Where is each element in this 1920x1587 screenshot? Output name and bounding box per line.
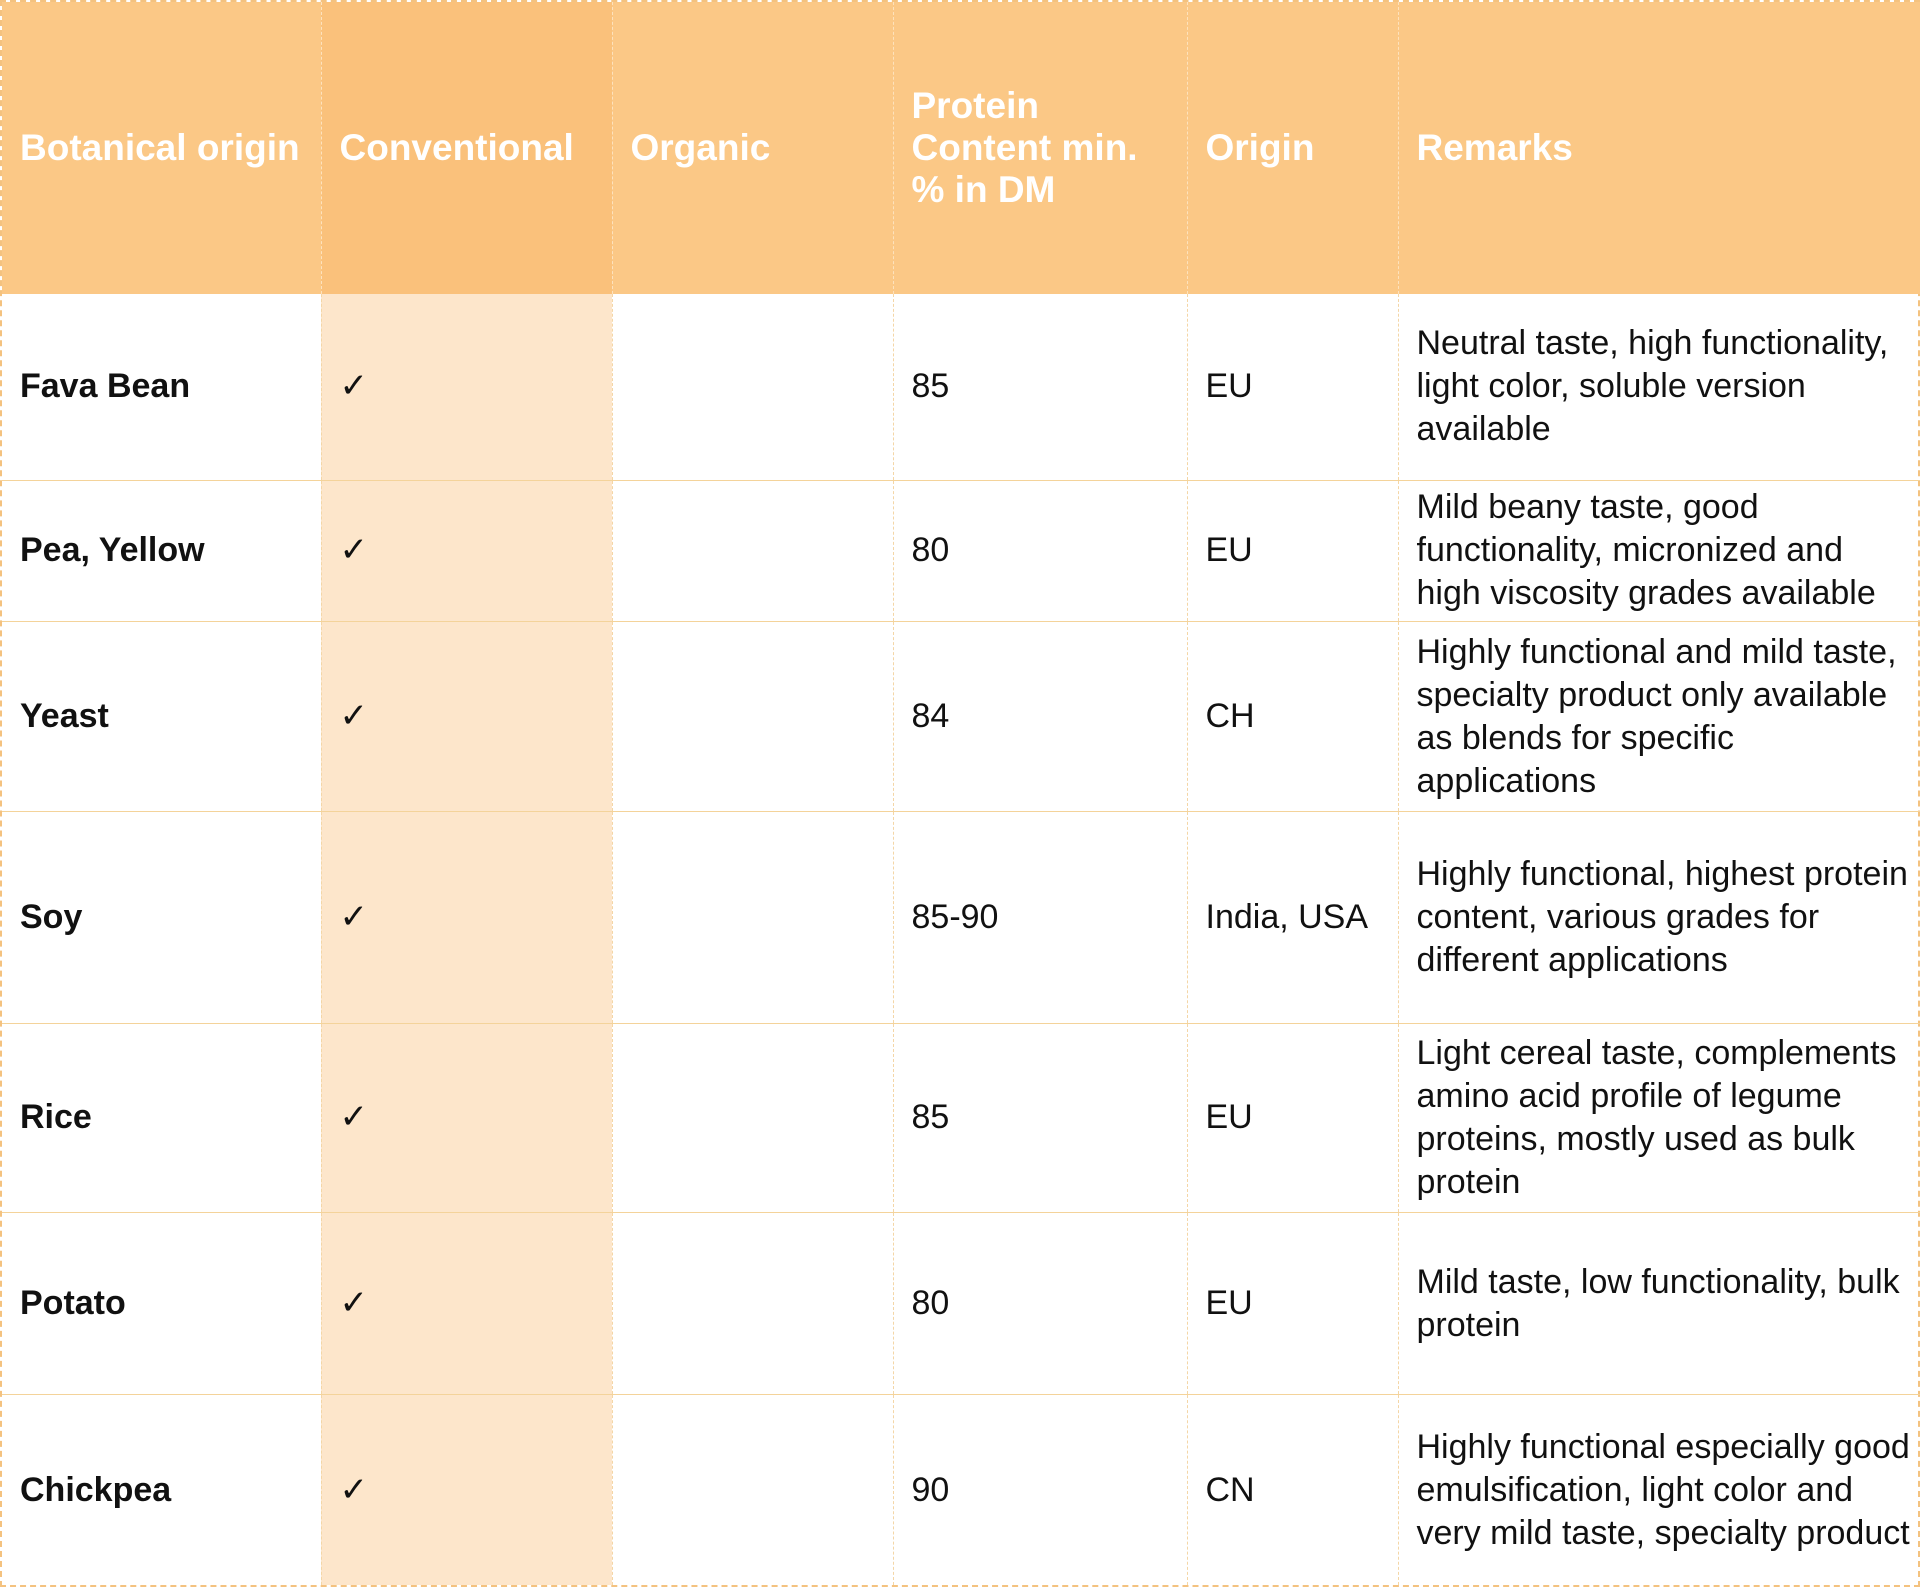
table-row (2, 1395, 1920, 1585)
cell-organic (612, 1023, 893, 1212)
cell-protein-content: 85 (893, 1023, 1187, 1212)
cell-botanical-origin: Potato (20, 1284, 126, 1323)
cell-protein-content: 84 (893, 622, 1187, 812)
cell-protein-content: 80 (893, 1212, 1187, 1394)
cell-botanical-origin: Fava Bean (20, 367, 191, 406)
header-remarks: Remarks (1398, 2, 1920, 294)
cell-protein-content: 90 (893, 1395, 1187, 1585)
table-row (2, 294, 1920, 480)
checkmark-icon: ✓ (339, 1469, 368, 1510)
cell-origin: CH (1187, 622, 1398, 812)
header-organic: Organic (612, 2, 893, 294)
cell-organic (612, 294, 893, 480)
cell-remarks: Light cereal taste, complements amino acid profile of legume proteins, mostly used as bulk protein (1398, 1023, 1920, 1212)
cell-remarks: Mild taste, low functionality, bulk protein (1398, 1212, 1920, 1394)
cell-botanical-origin: Rice (20, 1098, 92, 1137)
cell-conventional (321, 622, 612, 812)
checkmark-icon: ✓ (339, 530, 368, 571)
cell-protein-content: 85-90 (893, 812, 1187, 1023)
cell-organic (612, 1212, 893, 1394)
cell-conventional (321, 1212, 612, 1394)
header-protein-content: Protein Content min. % in DM (893, 2, 1187, 294)
cell-remarks: Highly functional and mild taste, specialty product only available as blends for specific applications (1398, 622, 1920, 812)
cell-origin: EU (1187, 294, 1398, 480)
cell-origin: EU (1187, 480, 1398, 621)
cell-origin: CN (1187, 1395, 1398, 1585)
cell-organic (612, 480, 893, 621)
checkmark-icon: ✓ (339, 1283, 368, 1324)
header-origin: Origin (1187, 2, 1398, 294)
table-header-row (2, 2, 1920, 294)
cell-origin: EU (1187, 1023, 1398, 1212)
cell-botanical-origin: Yeast (20, 697, 109, 736)
cell-conventional (321, 480, 612, 621)
table-row (2, 480, 1920, 621)
cell-remarks: Neutral taste, high functionality, light color, soluble version available (1398, 294, 1920, 480)
checkmark-icon: ✓ (339, 896, 368, 937)
table-row (2, 1023, 1920, 1212)
cell-origin: EU (1187, 1212, 1398, 1394)
protein-sources-table (2, 2, 1920, 1585)
cell-protein-content: 80 (893, 480, 1187, 621)
table-row (2, 812, 1920, 1023)
cell-conventional (321, 294, 612, 480)
cell-organic (612, 812, 893, 1023)
header-conventional: Conventional (321, 2, 612, 294)
table-row (2, 1212, 1920, 1394)
cell-conventional (321, 1395, 612, 1585)
cell-remarks: Highly functional, highest protein content, various grades for different applications (1398, 812, 1920, 1023)
cell-remarks: Mild beany taste, good functionality, micronized and high viscosity grades available (1398, 480, 1920, 621)
cell-botanical-origin: Pea, Yellow (20, 531, 205, 570)
header-botanical-origin: Botanical origin (2, 2, 321, 294)
cell-conventional (321, 812, 612, 1023)
cell-conventional (321, 1023, 612, 1212)
checkmark-icon: ✓ (339, 1097, 368, 1138)
checkmark-icon: ✓ (339, 696, 368, 737)
table-row (2, 622, 1920, 812)
cell-protein-content: 85 (893, 294, 1187, 480)
cell-botanical-origin: Chickpea (20, 1470, 172, 1509)
cell-botanical-origin: Soy (20, 897, 83, 936)
cell-remarks: Highly functional especially good emulsification, light color and very mild taste, specialty product (1398, 1395, 1920, 1585)
cell-organic (612, 1395, 893, 1585)
cell-origin: India, USA (1187, 812, 1398, 1023)
cell-organic (612, 622, 893, 812)
checkmark-icon: ✓ (339, 366, 368, 407)
